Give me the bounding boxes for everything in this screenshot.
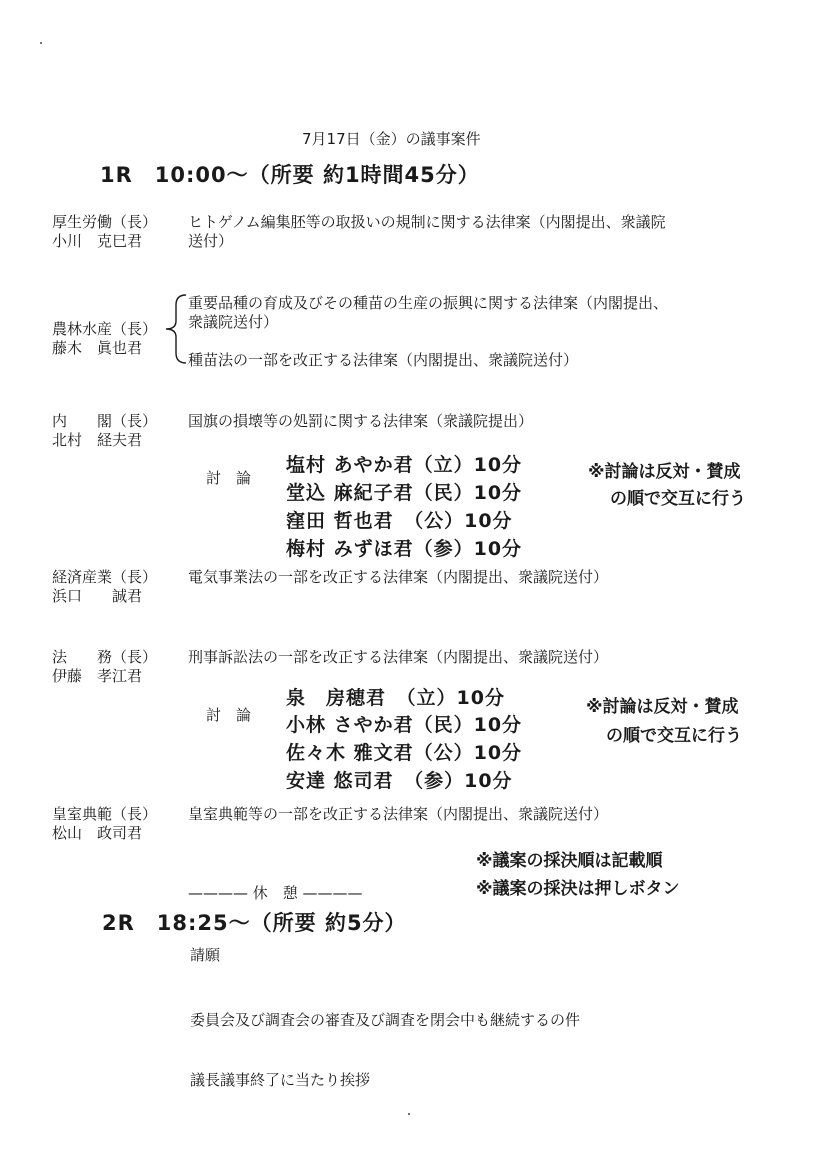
debate-note-cont: の順で交互に行う [606, 726, 742, 746]
voting-note: ※議案の採決順は記載順 [476, 851, 663, 871]
bill-title: ヒトゲノム編集胚等の取扱いの規制に関する法律案（内閣提出、衆議院 [188, 213, 666, 231]
debater: 安達 悠司君 （参）10分 [286, 770, 513, 792]
bill-title: 重要品種の育成及びその種苗の生産の振興に関する法律案（内閣提出、 [188, 294, 669, 312]
bill-title: 種苗法の一部を改正する法律案（内閣提出、衆議院送付） [188, 351, 579, 369]
committee-name: 内 閣（長） [52, 412, 158, 430]
committee-chair: 伊藤 孝江君 [52, 667, 143, 685]
committee-name: 法 務（長） [52, 648, 158, 666]
committee-chair: 北村 経夫君 [52, 431, 143, 449]
continuation-item: 委員会及び調査会の審査及び調査を閉会中も継続するの件 [190, 1011, 581, 1029]
debate-label: 討 論 [206, 469, 252, 487]
bill-title-cont: 衆議院送付） [188, 313, 279, 331]
bill-title-cont: 送付） [188, 232, 234, 250]
debate-note: ※討論は反対・賛成 [588, 462, 741, 482]
petitions-item: 請願 [190, 946, 221, 964]
debate-note-cont: の順で交互に行う [610, 489, 746, 509]
scan-speck [40, 42, 42, 44]
committee-chair: 小川 克巳君 [52, 232, 143, 250]
voting-note: ※議案の採決は押しボタン [476, 879, 680, 899]
debater: 泉 房穂君 （立）10分 [286, 687, 505, 709]
debater: 梅村 みずほ君（参）10分 [286, 538, 523, 560]
debater: 佐々木 雅文君（公）10分 [286, 742, 523, 764]
committee-name: 経済産業（長） [52, 568, 158, 586]
debate-note: ※討論は反対・賛成 [586, 697, 739, 717]
session1-time: 1R 10:00～（所要 約1時間45分） [100, 163, 480, 187]
debater: 小林 さやか君（民）10分 [286, 714, 523, 736]
committee-chair: 藤木 眞也君 [52, 339, 143, 357]
bill-title: 電気事業法の一部を改正する法律案（内閣提出、衆議院送付） [188, 568, 609, 586]
brace-bracket-icon [160, 293, 188, 365]
page-title: 7月17日（金）の議事案件 [302, 130, 481, 148]
bill-title: 皇室典範等の一部を改正する法律案（内閣提出、衆議院送付） [188, 805, 609, 823]
debater: 窪田 哲也君 （公）10分 [286, 510, 513, 532]
committee-chair: 松山 政司君 [52, 824, 143, 842]
scan-speck [408, 1113, 410, 1115]
debater: 堂込 麻紀子君（民）10分 [286, 482, 523, 504]
closing-item: 議長議事終了に当たり挨拶 [190, 1071, 371, 1089]
session2-time: 2R 18:25～（所要 約5分） [102, 911, 407, 935]
bill-title: 刑事訴訟法の一部を改正する法律案（内閣提出、衆議院送付） [188, 648, 609, 666]
committee-chair: 浜口 誠君 [52, 587, 143, 605]
break-divider: ———— 休 憩 ———— [188, 884, 363, 902]
debater: 塩村 あやか君（立）10分 [286, 454, 523, 476]
committee-name: 皇室典範（長） [52, 805, 158, 823]
bill-title: 国旗の損壊等の処罰に関する法律案（衆議院提出） [188, 412, 534, 430]
committee-name: 厚生労働（長） [52, 213, 158, 231]
committee-name: 農林水産（長） [52, 320, 158, 338]
debate-label: 討 論 [206, 706, 252, 724]
